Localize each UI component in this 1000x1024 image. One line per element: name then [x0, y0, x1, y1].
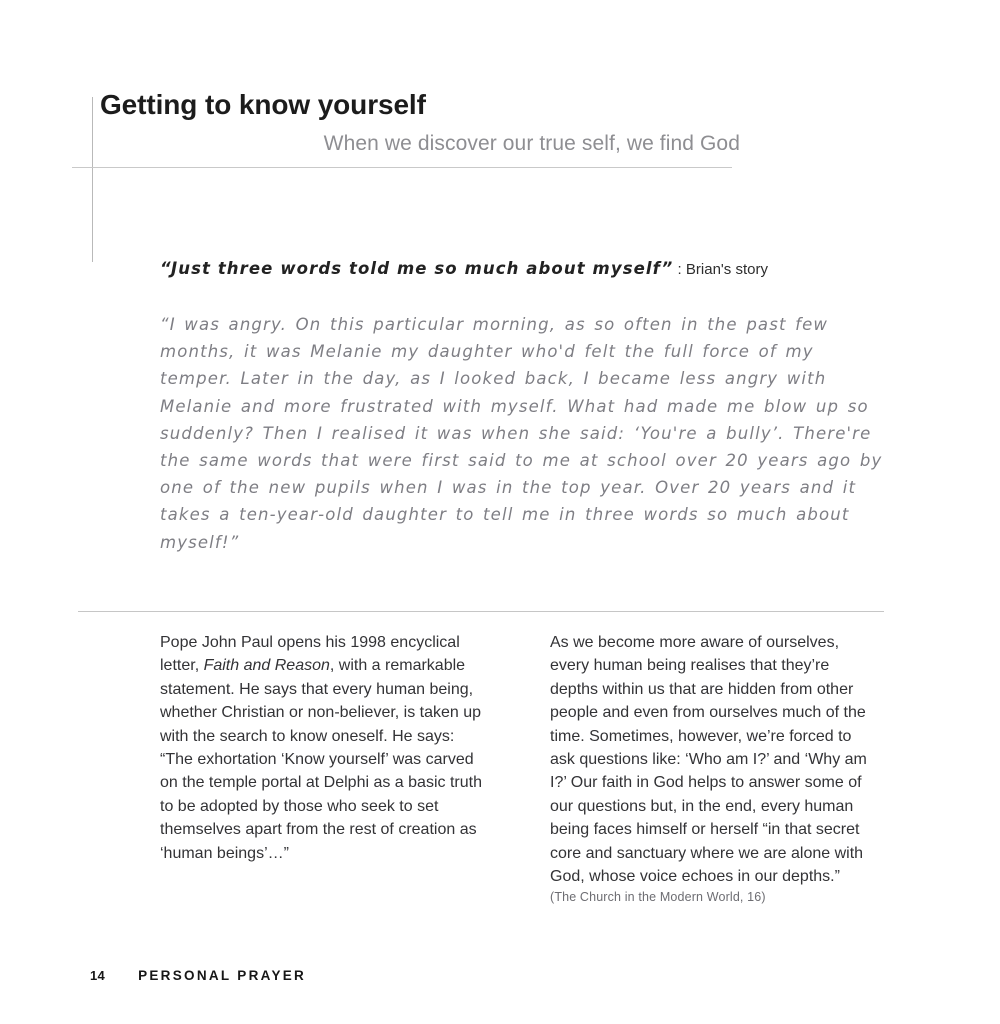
page-header [92, 89, 752, 262]
story-heading-attribution: Brian's story [685, 261, 768, 278]
story-body-handwritten: “I was angry. On this particular morning, as so often in the past few months, it was Melanie my daughter who'd felt the full force of my temper. Later in the day, as I looked back, I became less angry with Melanie and more frustrated with myself. What had made me blow up so suddenly? Then I realised it was when she said: ‘You're a bully’. There're the same words that were first said to me at school over 20 years ago by one of the new pupils when I was in the top year. Over 20 years and it takes a ten‐year‐old daughter to tell me in three words so much about myself!” [160, 315, 883, 552]
right-column-citation: (The Church in the Modern World, 16) [550, 890, 766, 905]
left-column-italic-title: Faith and Reason [203, 657, 330, 675]
left-column-text-part1: Pope John Paul opens his 1998 encyclical letter, [160, 634, 460, 675]
page-subtitle: When we discover our true self, we find God [323, 132, 740, 155]
story-section [160, 256, 900, 556]
story-heading-quote: “Just three words told me so much about myself” [160, 259, 674, 278]
page-number: 14 [90, 968, 106, 983]
page-title: Getting to know yourself [100, 89, 426, 120]
page-footer [90, 968, 306, 983]
body-column-right [550, 631, 872, 906]
section-divider [78, 611, 884, 612]
story-heading [160, 256, 900, 283]
running-head: PERSONAL PRAYER [138, 968, 307, 983]
body-column-left [160, 631, 482, 865]
story-heading-separator: : [673, 261, 686, 278]
header-horizontal-rule [72, 167, 732, 168]
left-column-paragraph [160, 631, 482, 865]
right-column-paragraph: As we become more aware of ourselves, every human being realises that they’re depths within us that are hidden from other people and even from ourselves much of the time. Sometimes, however, we’re forced to ask questions like: ‘Who am I?’ and ‘Why am I?’ Our faith in God helps to answer some of our questions but, in the end, every human being faces himself or herself “in that secret core and sanctuary where we are alone with God, whose voice echoes in our depths.” [550, 634, 867, 886]
header-vertical-rule [92, 97, 93, 262]
left-column-text-part2: , with a remarkable statement. He says that every human being, whether Christian or non-believer, is taken up with the search to know oneself. He says: “The exhortation ‘Know yourself’ was carved on the temple portal at Delphi as a basic truth to be adopted by those who seek to set themselves apart from the rest of creation as ‘human beings’…” [160, 657, 482, 862]
